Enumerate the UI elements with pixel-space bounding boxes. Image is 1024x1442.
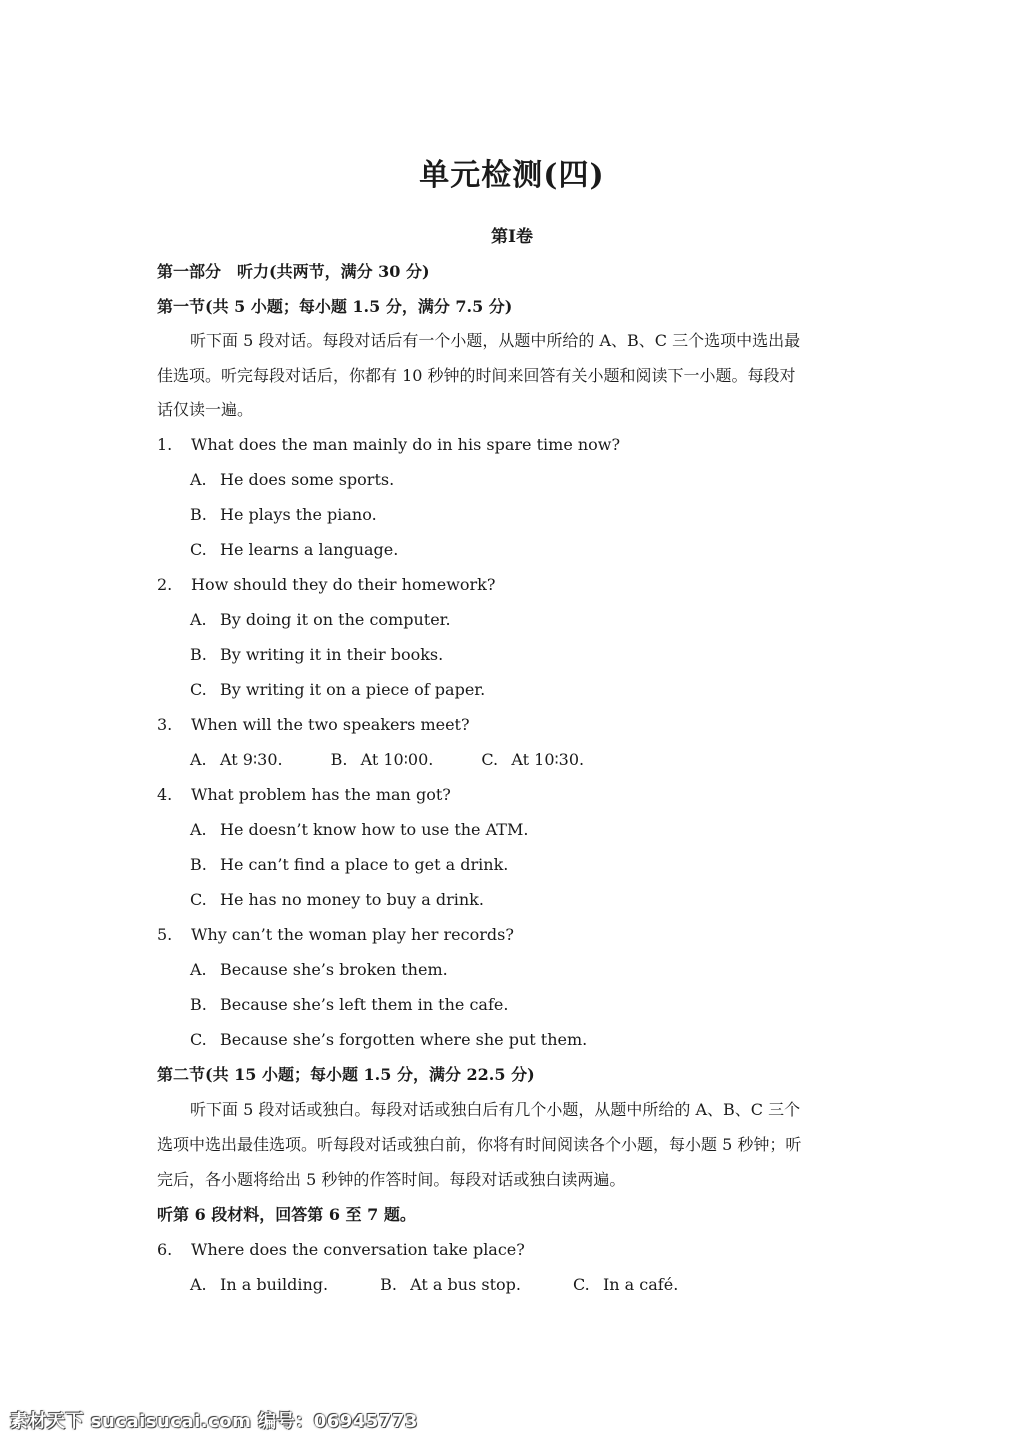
- option-text: At 10∶30.: [511, 750, 585, 769]
- question-text: Where does the conversation take place?: [191, 1240, 525, 1259]
- option-text: At 10∶00.: [360, 750, 434, 769]
- part-heading: 第一部分 听力(共两节，满分 30 分): [157, 262, 430, 281]
- question-text: Why can’t the woman play her records?: [191, 925, 514, 944]
- option-label: B.: [190, 645, 207, 664]
- instruction-line: 听下面 5 段对话。每段对话后有一个小题，从题中所给的 A、B、C 三个选项中选出最: [190, 331, 801, 350]
- option-label: C.: [481, 750, 499, 769]
- question-number: 2.: [157, 575, 173, 594]
- option-text: By writing it in their books.: [220, 645, 444, 664]
- option-text: Because she’s forgotten where she put them.: [220, 1030, 588, 1049]
- option-label: C.: [190, 540, 207, 559]
- option-label: B.: [330, 750, 348, 769]
- question-text: How should they do their homework?: [191, 575, 496, 594]
- question-text: What does the man mainly do in his spare time now?: [191, 435, 621, 454]
- option-text: In a café.: [602, 1275, 679, 1294]
- question-number: 1.: [157, 435, 173, 454]
- question-number: 5.: [157, 925, 173, 944]
- watermark: 素材天下 sucaisucai.com 编号：06945773: [10, 1411, 418, 1432]
- option-label: B.: [380, 1275, 397, 1294]
- option-label: C.: [190, 1030, 207, 1049]
- option: [190, 855, 508, 875]
- material-heading: 听第 6 段材料，回答第 6 至 7 题。: [157, 1205, 416, 1224]
- option-label: B.: [190, 855, 207, 874]
- option-text: Because she’s left them in the cafe.: [220, 995, 509, 1014]
- option-label: C.: [190, 890, 207, 909]
- option-text: In a building.: [220, 1275, 329, 1294]
- option-label: A.: [190, 750, 207, 769]
- option-text: At a bus stop.: [410, 1275, 521, 1294]
- question-text: What problem has the man got?: [191, 785, 451, 804]
- option: [380, 1275, 521, 1295]
- instruction-line: 听下面 5 段对话或独白。每段对话或独白后有几个小题，从题中所给的 A、B、C 三个: [190, 1100, 801, 1119]
- option-text: By doing it on the computer.: [220, 610, 451, 629]
- option: [331, 750, 434, 770]
- option-label: A.: [190, 820, 207, 839]
- option-row: [190, 1275, 726, 1295]
- instruction-line: 选项中选出最佳选项。听每段对话或独白前，你将有时间阅读各个小题，每小题 5 秒钟；听: [157, 1135, 802, 1154]
- option: [190, 960, 448, 980]
- option-label: A.: [190, 1275, 207, 1294]
- option-text: He has no money to buy a drink.: [220, 890, 484, 909]
- option-text: He plays the piano.: [220, 505, 377, 524]
- page-title: 单元检测(四): [419, 158, 605, 193]
- instruction-line: 佳选项。听完每段对话后，你都有 10 秒钟的时间来回答有关小题和阅读下一小题。每段对: [157, 366, 796, 385]
- option: [190, 680, 485, 700]
- question-number: 4.: [157, 785, 173, 804]
- volume-heading: 第Ⅰ卷: [491, 227, 533, 247]
- option: [190, 995, 508, 1015]
- option-label: B.: [190, 995, 207, 1014]
- question: [157, 1240, 525, 1260]
- option-label: B.: [190, 505, 207, 524]
- question-text: When will the two speakers meet?: [191, 715, 470, 734]
- option: [573, 1275, 678, 1295]
- option: [190, 890, 484, 910]
- option-text: He does some sports.: [220, 470, 395, 489]
- instruction-line: 话仅读一遍。: [157, 400, 254, 419]
- section2-heading: 第二节(共 15 小题；每小题 1.5 分，满分 22.5 分): [157, 1065, 535, 1084]
- question: [157, 785, 451, 805]
- section1-heading: 第一节(共 5 小题；每小题 1.5 分，满分 7.5 分): [157, 297, 513, 316]
- option: [190, 505, 377, 525]
- option: [190, 750, 283, 770]
- question: [157, 575, 495, 595]
- option-text: By writing it on a piece of paper.: [220, 680, 486, 699]
- option-text: Because she’s broken them.: [220, 960, 448, 979]
- instruction-line: 完后，各小题将给出 5 秒钟的作答时间。每段对话或独白读两遍。: [157, 1170, 626, 1189]
- option-row: [190, 750, 632, 770]
- option: [190, 610, 451, 630]
- option-label: A.: [190, 960, 207, 979]
- option: [190, 1275, 328, 1295]
- option-label: A.: [190, 610, 207, 629]
- option: [481, 750, 584, 770]
- option-text: He doesn’t know how to use the ATM.: [220, 820, 529, 839]
- option-text: He learns a language.: [220, 540, 399, 559]
- option-label: C.: [572, 1275, 590, 1294]
- option: [190, 1030, 587, 1050]
- option-label: A.: [190, 470, 207, 489]
- question-number: 6.: [157, 1240, 173, 1259]
- option: [190, 820, 528, 840]
- option-text: He can’t find a place to get a drink.: [220, 855, 509, 874]
- option-label: C.: [190, 680, 207, 699]
- question: [157, 435, 620, 455]
- option: [190, 470, 394, 490]
- question: [157, 925, 514, 945]
- question: [157, 715, 470, 735]
- option-text: At 9∶30.: [220, 750, 283, 769]
- question-number: 3.: [157, 715, 173, 734]
- option: [190, 645, 443, 665]
- option: [190, 540, 398, 560]
